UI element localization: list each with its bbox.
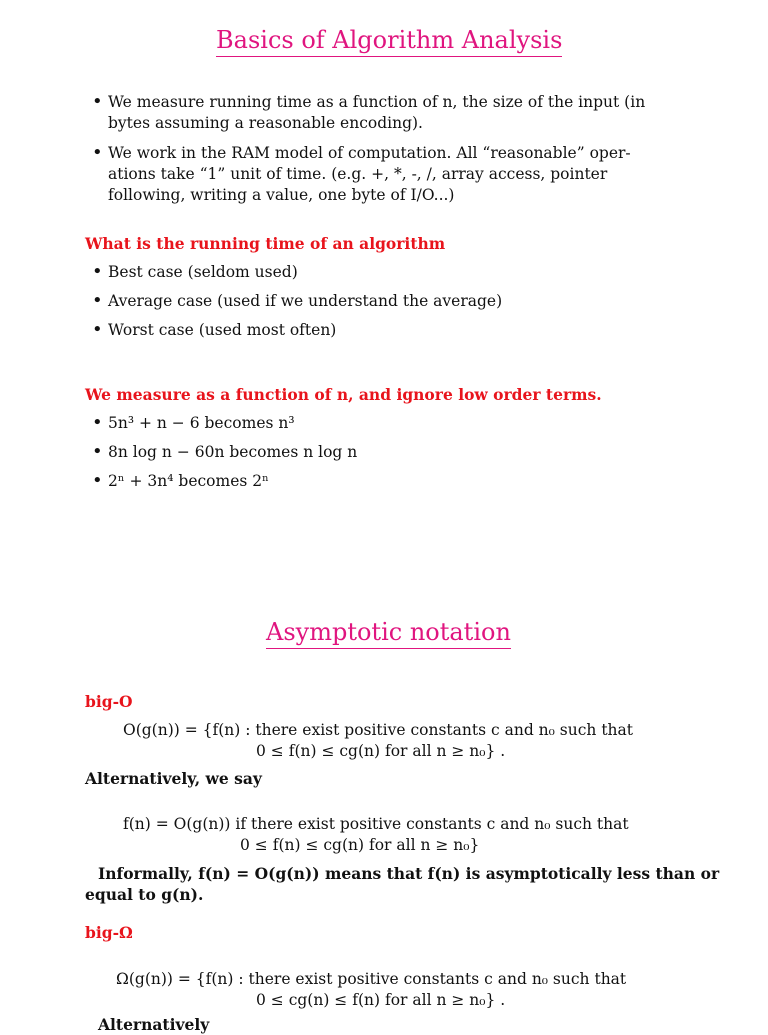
running-time-item-1: • Best case (seldom used) xyxy=(108,262,298,283)
big-omega-heading: big-Ω xyxy=(85,923,133,942)
running-time-item-3: • Worst case (used most often) xyxy=(108,320,336,341)
big-o-alt-text: Alternatively, we say xyxy=(85,769,262,788)
measure-item-1: • 5n³ + n − 6 becomes n³ xyxy=(108,413,295,434)
measure-item-2: • 8n log n − 60n becomes n log n xyxy=(108,442,357,463)
big-o-alt-line-1: f(n) = O(g(n)) if there exist positive constants c and n₀ such that xyxy=(123,815,629,833)
big-o-heading: big-O xyxy=(85,692,133,711)
big-omega-def-line-2: 0 ≤ cg(n) ≤ f(n) for all n ≥ n₀} . xyxy=(256,991,506,1009)
intro-bullet-2-line-3: following, writing a value, one byte of I/O...) xyxy=(108,186,455,204)
big-omega-alt-partial: Alternatively xyxy=(98,1015,210,1034)
measure-item-3: • 2ⁿ + 3n⁴ becomes 2ⁿ xyxy=(108,471,269,492)
intro-bullet-2-line-1: • We work in the RAM model of computation. All “reasonable” oper- xyxy=(108,144,631,162)
intro-bullet-2-line-2: ations take “1” unit of time. (e.g. +, *, -, /, array access, pointer xyxy=(108,165,608,183)
measure-heading: We measure as a function of n, and ignore low order terms. xyxy=(85,385,602,404)
running-time-item-2: • Average case (used if we understand the average) xyxy=(108,291,502,312)
big-o-def-line-1: O(g(n)) = {f(n) : there exist positive constants c and n₀ such that xyxy=(123,721,634,739)
big-o-informal-line-2: equal to g(n). xyxy=(85,885,204,904)
big-o-def-line-2: 0 ≤ f(n) ≤ cg(n) for all n ≥ n₀} . xyxy=(256,742,506,760)
intro-bullet-2 xyxy=(108,143,631,206)
running-time-heading: What is the running time of an algorithm xyxy=(85,234,446,253)
big-omega-def-line-1: Ω(g(n)) = {f(n) : there exist positive constants c and n₀ such that xyxy=(116,970,627,988)
page-title: Basics of Algorithm Analysis xyxy=(216,26,562,57)
big-o-informal-line-1: Informally, f(n) = O(g(n)) means that f(n) is asymptotically less than or xyxy=(98,864,720,883)
intro-bullet-1 xyxy=(108,92,645,134)
intro-bullet-1-line-1: • We measure running time as a function of n, the size of the input (in xyxy=(108,93,646,111)
intro-bullet-1-line-2: bytes assuming a reasonable encoding). xyxy=(108,114,423,132)
big-o-alt-line-2: 0 ≤ f(n) ≤ cg(n) for all n ≥ n₀} xyxy=(240,836,480,854)
asymptotic-title: Asymptotic notation xyxy=(266,618,511,649)
